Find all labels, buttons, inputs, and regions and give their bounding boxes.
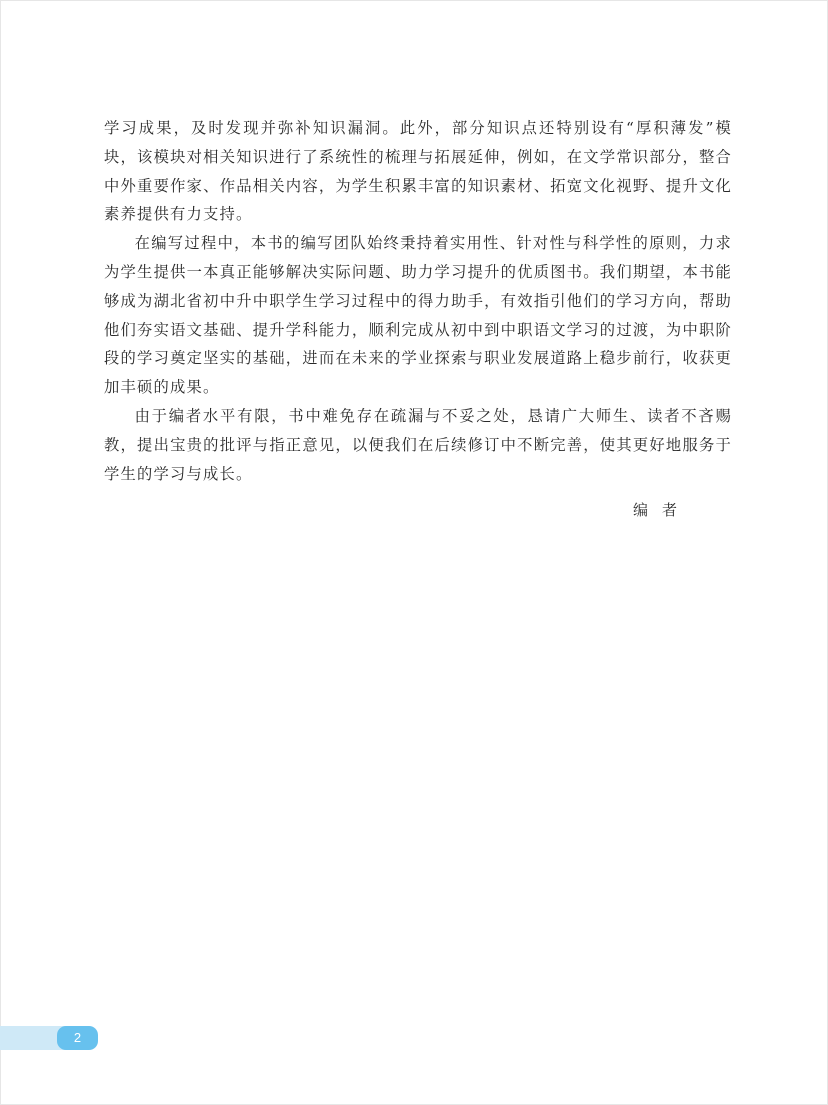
paragraph-request-feedback: 由于编者水平有限，书中难免存在疏漏与不妥之处，恳请广大师生、读者不吝赐教，提出宝贵的批评与指正意见，以便我们在后续修订中不断完善，使其更好地服务于学生的学习与成长。: [104, 406, 732, 483]
paragraph-continuation: 学习成果，及时发现并弥补知识漏洞。此外，部分知识点还特别设有“厚积薄发”模块，该模块对相关知识进行了系统性的梳理与拓展延伸，例如，在文学常识部分，整合中外重要作家、作品相关内容，为学生积累丰富的知识素材、拓宽文化视野、提升文化素养提供有力支持。: [104, 119, 732, 224]
paragraph-compilation-principles: 在编写过程中，本书的编写团队始终秉持着实用性、针对性与科学性的原则，力求为学生提供一本真正能够解决实际问题、助力学习提升的优质图书。我们期望，本书能够成为湖北省初中升中职学生学习过程中的得力助手，有效指引他们的学习方向，帮助他们夯实语文基础、提升学科能力，顺利完成从初中到中职语文学习的过渡，为中职阶段的学习奠定坚实的基础，进而在未来的学业探索与职业发展道路上稳步前行，收获更加丰硕的成果。: [104, 234, 732, 397]
author-signature: 编者: [633, 501, 692, 519]
page-number: 2: [57, 1026, 98, 1050]
document-body: [104, 114, 732, 488]
